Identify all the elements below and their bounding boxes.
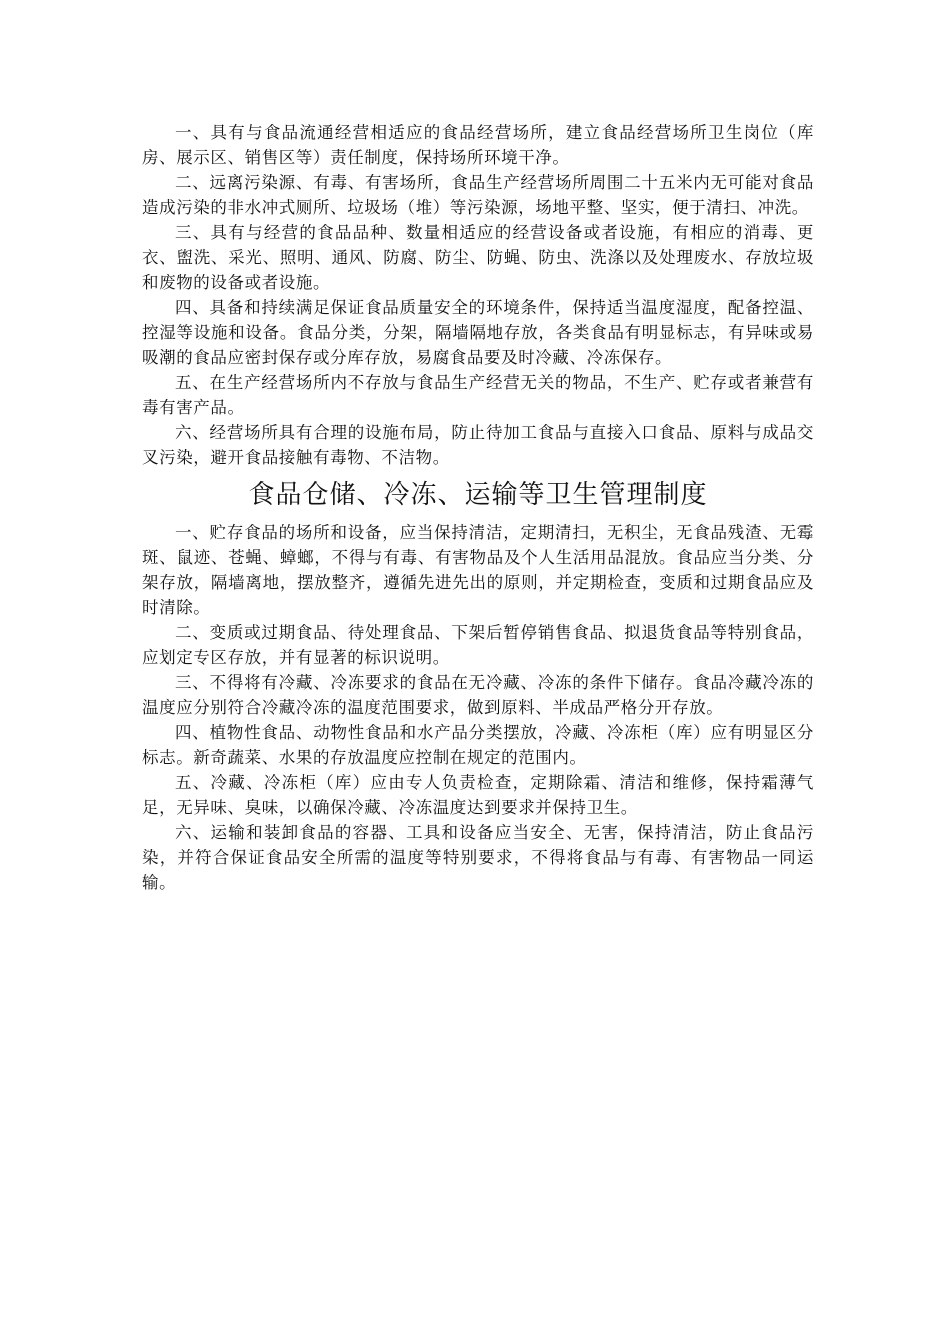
paragraph-5: 五、冷藏、冷冻柜（库）应由专人负责检查，定期除霜、清洁和维修，保持霜薄气足，无异味、臭味，以确保冷藏、冷冻温度达到要求并保持卫生。	[142, 773, 814, 817]
paragraph-5: 五、在生产经营场所内不存放与食品生产经营无关的物品，不生产、贮存或者兼营有毒有害产品。	[142, 373, 814, 417]
section-title: 食品仓储、冷冻、运输等卫生管理制度	[248, 480, 708, 510]
paragraph-2: 二、变质或过期食品、待处理食品、下架后暂停销售食品、拟退货食品等特别食品，应划定专区存放，并有显著的标识说明。	[142, 623, 814, 667]
section-premises-hygiene	[142, 120, 814, 470]
paragraph-1: 一、具有与食品流通经营相适应的食品经营场所，建立食品经营场所卫生岗位（库房、展示区、销售区等）责任制度，保持场所环境干净。	[142, 123, 814, 167]
paragraph-4: 四、植物性食品、动物性食品和水产品分类摆放，冷藏、冷冻柜（库）应有明显区分标志。新奇蔬菜、水果的存放温度应控制在规定的范围内。	[142, 723, 814, 767]
paragraph-3: 三、具有与经营的食品品种、数量相适应的经营设备或者设施，有相应的消毒、更衣、盥洗、采光、照明、通风、防腐、防尘、防蝇、防虫、洗涤以及处理废水、存放垃圾和废物的设备或者设施。	[142, 223, 814, 292]
paragraph-1: 一、贮存食品的场所和设备，应当保持清洁，定期清扫，无积尘，无食品残渣、无霉斑、鼠迹、苍蝇、蟑螂，不得与有毒、有害物品及个人生活用品混放。食品应当分类、分架存放，隔墙离地，摆放整齐，遵循先进先出的原则，并定期检查，变质和过期食品应及时清除。	[142, 523, 814, 617]
paragraph-6: 六、经营场所具有合理的设施布局，防止待加工食品与直接入口食品、原料与成品交叉污染，避开食品接触有毒物、不洁物。	[142, 423, 814, 467]
document-page	[142, 120, 814, 895]
paragraph-3: 三、不得将有冷藏、冷冻要求的食品在无冷藏、冷冻的条件下储存。食品冷藏冷冻的温度应分别符合冷藏冷冻的温度范围要求，做到原料、半成品严格分开存放。	[142, 673, 814, 717]
paragraph-6: 六、运输和装卸食品的容器、工具和设备应当安全、无害，保持清洁，防止食品污染，并符合保证食品安全所需的温度等特别要求，不得将食品与有毒、有害物品一同运输。	[142, 823, 814, 892]
paragraph-4: 四、具备和持续满足保证食品质量安全的环境条件，保持适当温度湿度，配备控温、控湿等设施和设备。食品分类，分架，隔墙隔地存放，各类食品有明显标志，有异味或易吸潮的食品应密封保存或分库存放，易腐食品要及时冷藏、冷冻保存。	[142, 298, 814, 367]
section-storage-hygiene	[142, 520, 814, 895]
paragraph-2: 二、远离污染源、有毒、有害场所，食品生产经营场所周围二十五米内无可能对食品造成污染的非水冲式厕所、垃圾场（堆）等污染源，场地平整、坚实，便于清扫、冲洗。	[142, 173, 814, 217]
